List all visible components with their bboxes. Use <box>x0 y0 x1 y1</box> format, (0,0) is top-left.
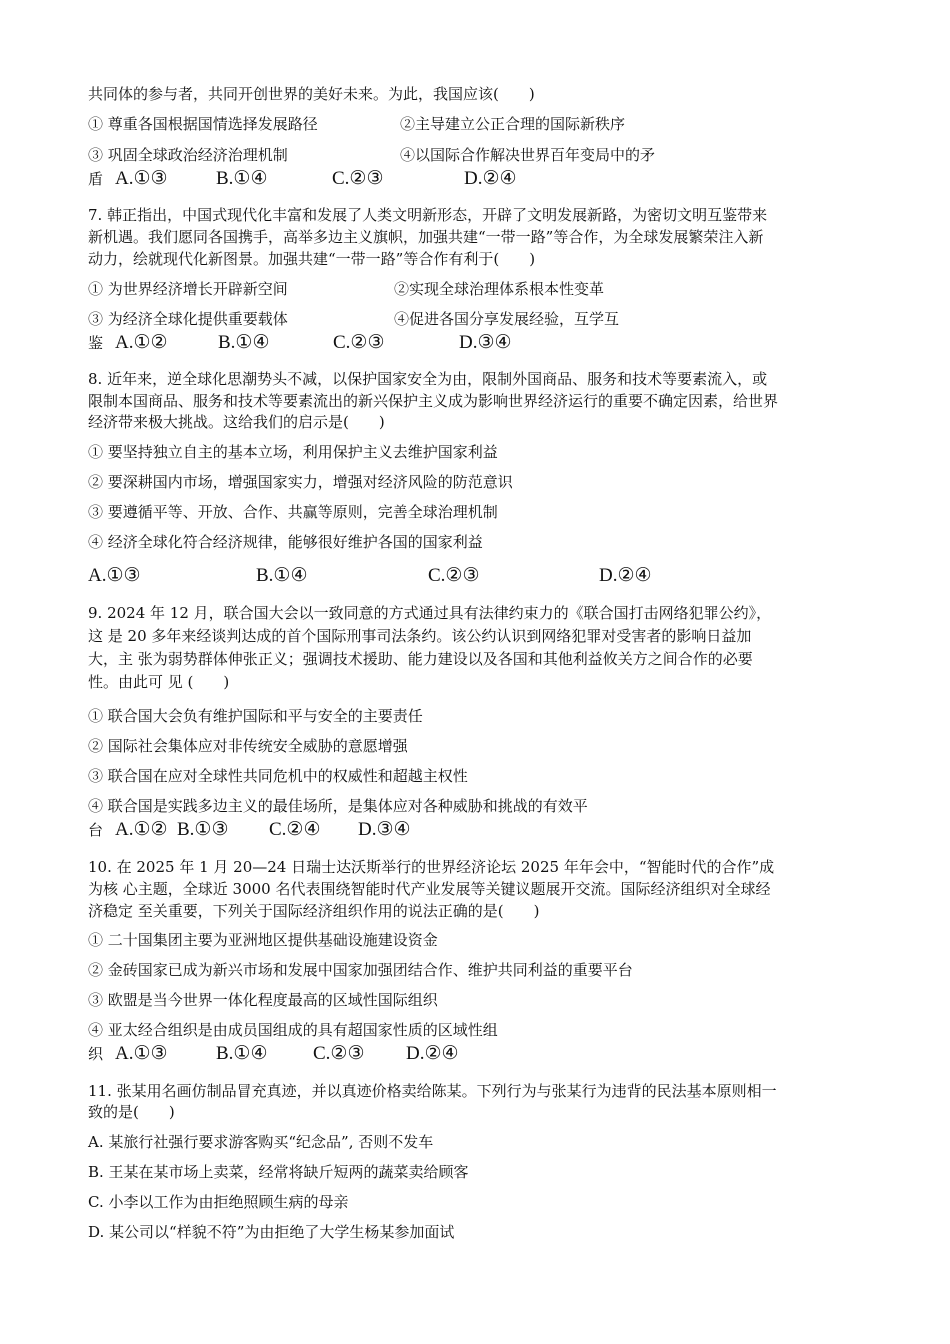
q6-option-4: ④以国际合作解决世界百年变局中的矛 <box>400 146 656 164</box>
q11-stem-line-1: 11. 张某用名画仿制品冒充真迹，并以真迹价格卖给陈某。下列行为与张某行为违背的民法基本原则相一 <box>88 1082 777 1100</box>
q8-stem-line-2: 限制本国商品、服务和技术等要素流出的新兴保护主义成为影响世界经济运行的重要不确定因素，给世界 <box>88 392 779 410</box>
q11-option-c[interactable]: C. 小李以工作为由拒绝照顾生病的母亲 <box>88 1193 349 1211</box>
q6-option-3: ③ 巩固全球政治经济治理机制 <box>88 146 288 164</box>
q10-stem-line-1: 10. 在 2025 年 1 月 20—24 日瑞士达沃斯举行的世界经济论坛 2025 年年会中，“智能时代的合作”成 <box>88 858 775 876</box>
q9-stem-line-4: 性。由此可 见 ( ) <box>88 673 230 691</box>
q9-choice-a[interactable]: A.①② <box>115 819 168 840</box>
q11-stem-line-2: 致的是( ) <box>88 1103 175 1121</box>
q9-option-4: ④ 联合国是实践多边主义的最佳场所，是集体应对各种威胁和挑战的有效平 <box>88 797 588 815</box>
q8-stem-line-1: 8. 近年来，逆全球化思潮势头不减，以保护国家安全为由，限制外国商品、服务和技术等要素流入，或 <box>88 370 768 388</box>
q9-option-2: ② 国际社会集体应对非传统安全威胁的意愿增强 <box>88 737 408 755</box>
q10-stem-line-2: 为核 心主题，全球近 3000 名代表围绕智能时代产业发展等关键议题展开交流。国际经济组织对全球经 <box>88 880 771 898</box>
q6-choice-a[interactable]: A.①③ <box>115 168 168 189</box>
q8-choice-a[interactable]: A.①③ <box>88 565 141 586</box>
q10-choice-b[interactable]: B.①④ <box>216 1043 268 1064</box>
q9-option-3: ③ 联合国在应对全球性共同危机中的权威性和超越主权性 <box>88 767 468 785</box>
q7-stem-line-1: 7. 韩正指出，中国式现代化丰富和发展了人类文明新形态，开辟了文明发展新路，为密切文明互鉴带来 <box>88 206 768 224</box>
q6-option-2: ②主导建立公正合理的国际新秩序 <box>400 115 626 133</box>
q7-option-1: ① 为世界经济增长开辟新空间 <box>88 280 288 298</box>
q8-option-1: ① 要坚持独立自主的基本立场，利用保护主义去维护国家利益 <box>88 443 498 461</box>
q11-option-d[interactable]: D. 某公司以“样貌不符”为由拒绝了大学生杨某参加面试 <box>88 1223 455 1241</box>
q10-stem-line-3: 济稳定 至关重要，下列关于国际经济组织作用的说法正确的是( ) <box>88 902 540 920</box>
q7-choice-c[interactable]: C.②③ <box>333 332 385 353</box>
q9-stem-line-1: 9. 2024 年 12 月，联合国大会以一致同意的方式通过具有法律约束力的《联合国打击网络犯罪公约》， <box>88 604 772 622</box>
q7-option-2: ②实现全球治理体系根本性变革 <box>394 280 605 298</box>
q7-choice-a[interactable]: A.①② <box>115 332 168 353</box>
q6-choice-b[interactable]: B.①④ <box>216 168 268 189</box>
q6-answer-row <box>88 166 868 192</box>
q6-option-4-tail: 盾 <box>88 170 104 188</box>
q9-choice-c[interactable]: C.②④ <box>269 819 321 840</box>
q6-option-1: ① 尊重各国根据国情选择发展路径 <box>88 115 318 133</box>
q10-choice-a[interactable]: A.①③ <box>115 1043 168 1064</box>
q10-answer-row <box>88 1041 868 1067</box>
q10-option-3: ③ 欧盟是当今世界一体化程度最高的区域性国际组织 <box>88 991 438 1009</box>
q8-choice-c[interactable]: C.②③ <box>428 565 480 586</box>
q10-choice-c[interactable]: C.②③ <box>313 1043 365 1064</box>
q8-option-4: ④ 经济全球化符合经济规律，能够很好维护各国的国家利益 <box>88 533 483 551</box>
q9-option-1: ① 联合国大会负有维护国际和平与安全的主要责任 <box>88 707 423 725</box>
q7-option-3: ③ 为经济全球化提供重要载体 <box>88 310 288 328</box>
q10-option-2: ② 金砖国家已成为新兴市场和发展中国家加强团结合作、维护共同利益的重要平台 <box>88 961 633 979</box>
q10-option-4-tail: 织 <box>88 1045 104 1063</box>
q7-stem-line-2: 新机遇。我们愿同各国携手，高举多边主义旗帜，加强共建“一带一路”等合作，为全球发展繁荣注入新 <box>88 228 764 246</box>
q8-option-2: ② 要深耕国内市场，增强国家实力，增强对经济风险的防范意识 <box>88 473 513 491</box>
q10-option-4: ④ 亚太经合组织是由成员国组成的具有超国家性质的区域性组 <box>88 1021 498 1039</box>
q7-choice-d[interactable]: D.③④ <box>459 332 512 353</box>
q9-choice-b[interactable]: B.①③ <box>177 819 229 840</box>
q8-choice-b[interactable]: B.①④ <box>256 565 308 586</box>
q8-choice-d[interactable]: D.②④ <box>599 565 652 586</box>
q10-option-1: ① 二十国集团主要为亚洲地区提供基础设施建设资金 <box>88 931 438 949</box>
q6-choice-c[interactable]: C.②③ <box>332 168 384 189</box>
q11-option-a[interactable]: A. 某旅行社强行要求游客购买“纪念品”, 否则不发车 <box>88 1133 434 1151</box>
q9-choice-d[interactable]: D.③④ <box>358 819 411 840</box>
q9-answer-row <box>88 817 868 843</box>
q9-option-4-tail: 台 <box>88 821 104 839</box>
q7-choice-b[interactable]: B.①④ <box>218 332 270 353</box>
q8-stem-line-3: 经济带来极大挑战。这给我们的启示是( ) <box>88 413 385 431</box>
q7-option-4: ④促进各国分享发展经验，互学互 <box>394 310 620 328</box>
q7-option-4-tail: 鉴 <box>88 334 104 352</box>
q10-choice-d[interactable]: D.②④ <box>406 1043 459 1064</box>
q8-answer-row <box>88 563 868 589</box>
q11-option-b[interactable]: B. 王某在某市场上卖菜，经常将缺斤短两的蔬菜卖给顾客 <box>88 1163 469 1181</box>
q9-stem-line-2: 这 是 20 多年来经谈判达成的首个国际刑事司法条约。该公约认识到网络犯罪对受害者的影响日益加 <box>88 627 752 645</box>
q6-stem-tail: 共同体的参与者，共同开创世界的美好未来。为此，我国应该( ) <box>88 85 535 103</box>
q9-stem-line-3: 大，主 张为弱势群体伸张正义；强调技术援助、能力建设以及各国和其他利益攸关方之间合作的必要 <box>88 650 753 668</box>
q7-stem-line-3: 动力，绘就现代化新图景。加强共建“一带一路”等合作有利于( ) <box>88 250 536 268</box>
q7-answer-row <box>88 330 868 356</box>
q6-choice-d[interactable]: D.②④ <box>464 168 517 189</box>
q8-option-3: ③ 要遵循平等、开放、合作、共赢等原则，完善全球治理机制 <box>88 503 498 521</box>
